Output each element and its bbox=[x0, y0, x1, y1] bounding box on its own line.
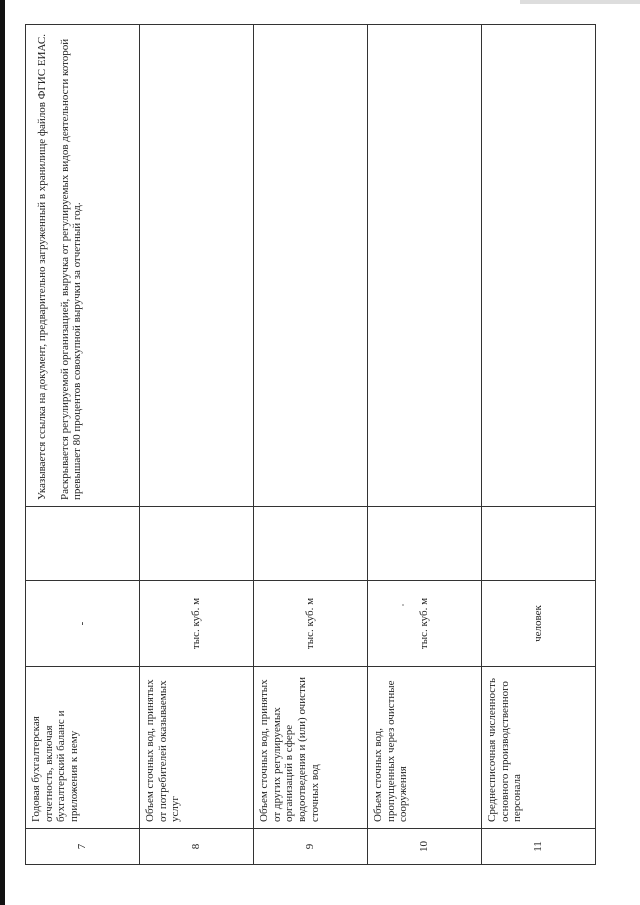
table-row bbox=[482, 25, 596, 865]
row-number: 8 bbox=[140, 829, 254, 865]
table-row bbox=[26, 25, 140, 865]
row-notes bbox=[26, 25, 140, 507]
row-unit: тыс. куб. м bbox=[368, 581, 482, 667]
row-notes bbox=[140, 25, 254, 507]
row-unit: тыс. куб. м bbox=[140, 581, 254, 667]
row-notes bbox=[368, 25, 482, 507]
row-name: Среднесписочная численность основного производственного персонала bbox=[482, 667, 596, 829]
row-notes bbox=[482, 25, 596, 507]
row-note: Раскрывается регулируемой организацией, выручка от регулируемых видов деятельности которой превышает 80 процентов совокупной выручки за отчетный год. bbox=[58, 38, 84, 500]
row-value bbox=[368, 507, 482, 581]
row-number: 7 bbox=[26, 829, 140, 865]
scan-edge-bar bbox=[0, 0, 5, 905]
table-row bbox=[368, 25, 482, 865]
row-number: 9 bbox=[254, 829, 368, 865]
row-unit: человек bbox=[482, 581, 596, 667]
row-value bbox=[140, 507, 254, 581]
row-unit: - bbox=[26, 581, 140, 667]
row-name: Объем сточных вод, принятых от других регулируемых организаций в сфере водоотведения и (или) очистки сточных вод bbox=[254, 667, 368, 829]
row-name: Объем сточных вод, принятых от потребителей оказываемых услуг bbox=[140, 667, 254, 829]
row-name: Объем сточных вод, пропущенных через очистные сооружения bbox=[368, 667, 482, 829]
row-number: 11 bbox=[482, 829, 596, 865]
rotated-page bbox=[25, 25, 595, 865]
row-notes bbox=[254, 25, 368, 507]
row-value bbox=[254, 507, 368, 581]
table-row bbox=[254, 25, 368, 865]
row-value bbox=[26, 507, 140, 581]
row-number: 10 bbox=[368, 829, 482, 865]
table-row bbox=[140, 25, 254, 865]
row-value bbox=[482, 507, 596, 581]
row-unit: тыс. куб. м bbox=[254, 581, 368, 667]
disclosure-table bbox=[25, 24, 596, 865]
row-name: Годовая бухгалтерская отчетность, включая бухгалтерский баланс и приложения к нему bbox=[26, 667, 140, 829]
scan-top-marks bbox=[520, 0, 640, 4]
row-note: Указывается ссылка на документ, предварительно загруженный в хранилище файлов ФГИС ЕИАС. bbox=[36, 34, 48, 500]
